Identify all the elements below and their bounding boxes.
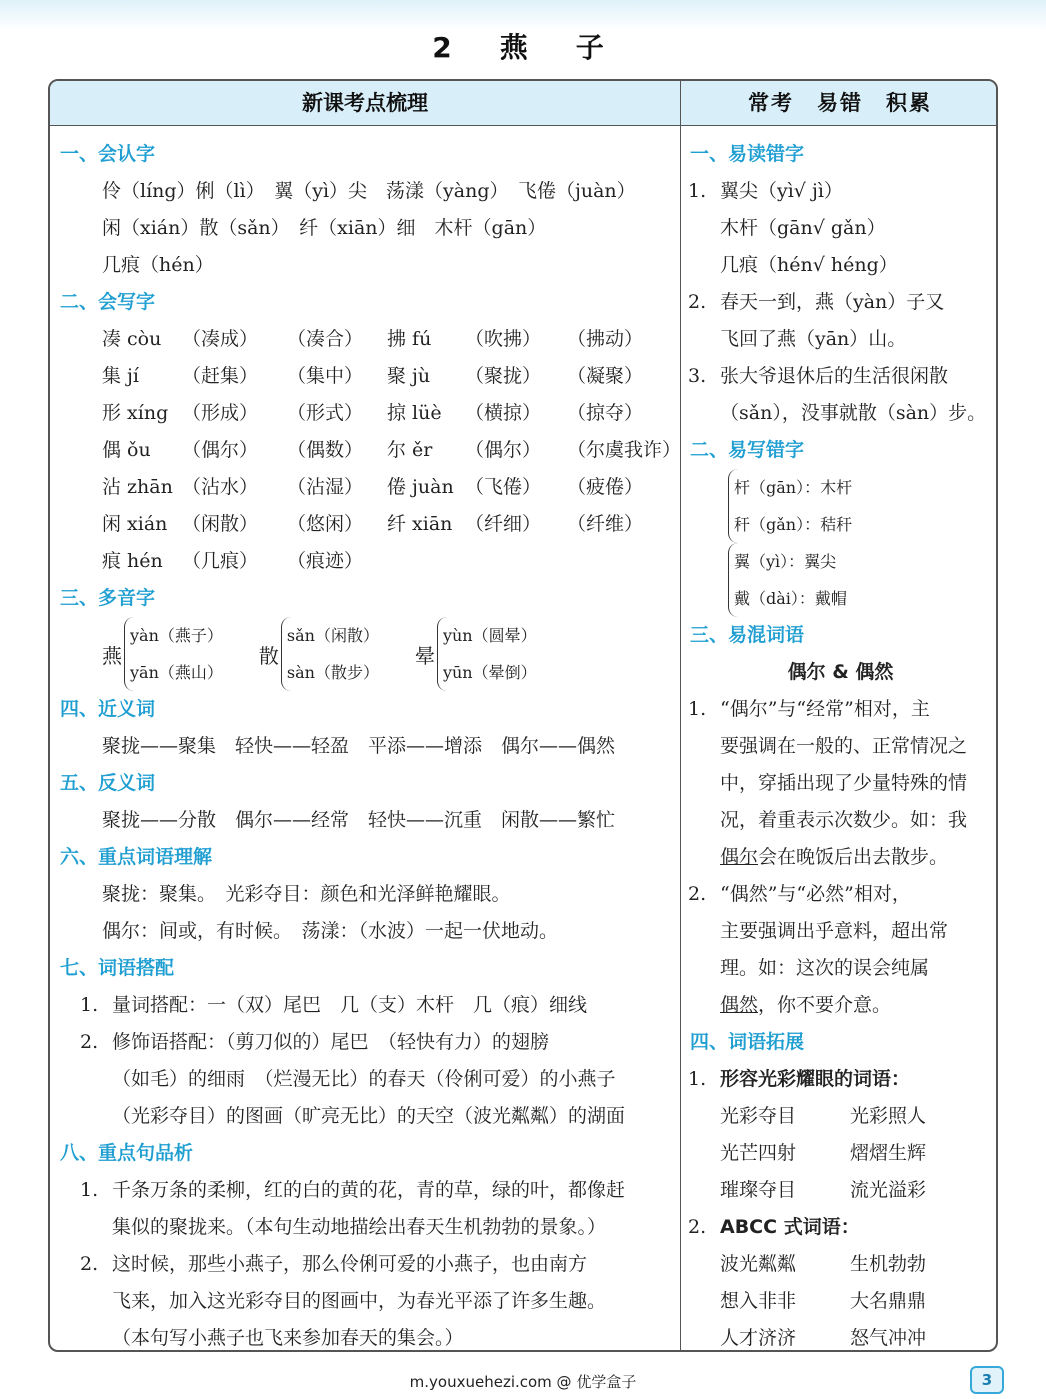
footer-watermark: m.youxuehezi.com @ 优学盒子	[409, 1373, 637, 1391]
text-line: 闲（xián）散（sǎn） 纤（xiān）细 木杆（gān）	[102, 217, 547, 239]
char-cell: 闲 xián	[102, 513, 168, 535]
word: 流光溢彩	[850, 1179, 927, 1201]
word: 光彩照人	[850, 1105, 927, 1127]
word-pair-row	[688, 1172, 993, 1209]
continued-line	[688, 395, 993, 432]
confusable-group	[688, 469, 993, 543]
item-number: 1.	[80, 1179, 99, 1201]
char-cell: 倦 juàn	[387, 476, 454, 498]
word-pair-row	[688, 1098, 993, 1135]
item-heading: 形容光彩耀眼的词语：	[720, 1068, 911, 1090]
section-title: 一、会认字	[60, 143, 156, 165]
word-cell: （聚拢）	[465, 365, 542, 387]
right-column	[688, 136, 993, 1352]
item-heading: ABCC 式词语：	[720, 1216, 860, 1238]
item-text: 千条万条的柔柳，红的白的黄的花，青的草，绿的叶，都像赶	[112, 1179, 626, 1201]
continued-line	[688, 210, 993, 247]
word-pair-row	[688, 1246, 993, 1283]
numbered-line	[688, 173, 993, 210]
item-text: 量词搭配：一（双）尾巴 几（支）木杆 几（痕）细线	[112, 994, 588, 1016]
item-text: 况，着重表示次数少。如：我	[720, 809, 968, 831]
item-text: 几痕（hén√ héng）	[720, 254, 898, 276]
continued-line	[58, 1098, 673, 1135]
char-cell: 聚 jù	[387, 365, 431, 387]
item-text: 修饰语搭配：（剪刀似的）尾巴 （轻快有力）的翅膀	[112, 1031, 550, 1053]
item-number: 2.	[688, 291, 707, 313]
word-cell: （形式）	[287, 402, 364, 424]
word-cell: （凑合）	[287, 328, 364, 350]
item-text: 飞来，加入这光彩夺目的图画中，为春光平添了许多生趣。	[112, 1290, 607, 1312]
item-text: （本句写小燕子也飞来参加春天的集会。）	[112, 1327, 464, 1349]
reading: yān（燕山）	[130, 663, 223, 682]
char-cell: 痕 hén	[102, 550, 163, 572]
char-cell: 形 xíng	[102, 402, 169, 424]
continued-line	[688, 728, 993, 765]
numbered-line	[688, 1061, 993, 1098]
section-title: 五、反义词	[60, 772, 156, 794]
word: 怒气冲冲	[850, 1327, 927, 1349]
page-title: 2 燕 子	[432, 31, 614, 64]
brace	[728, 469, 993, 543]
word: 想入非非	[720, 1290, 797, 1312]
word: 波光粼粼	[720, 1253, 797, 1275]
char-cell: 集 jí	[102, 365, 140, 387]
item-text: 春天一到，燕（yàn）子又	[720, 291, 945, 313]
header-bar	[50, 81, 996, 126]
brace	[728, 543, 993, 617]
underlined-example: 偶然	[720, 994, 759, 1016]
word-cell: （凑成）	[182, 328, 259, 350]
writing-row	[58, 506, 673, 543]
word-cell: （吹拂）	[465, 328, 542, 350]
word-cell: （痕迹）	[287, 550, 364, 572]
continued-line	[688, 321, 993, 358]
left-column	[58, 136, 682, 1352]
item-text: 张大爷退休后的生活很闲散	[720, 365, 949, 387]
numbered-line	[688, 358, 993, 395]
item-text: 主要强调出乎意料，超出常	[720, 920, 949, 942]
reading: yùn（圆晕）	[442, 626, 537, 645]
text-line: 聚拢：聚集。 光彩夺目：颜色和光泽鲜艳耀眼。	[102, 883, 511, 905]
word: 光彩夺目	[720, 1105, 797, 1127]
char-cell: 偶 ǒu	[102, 439, 151, 461]
continued-line	[58, 1061, 673, 1098]
word-cell: （飞倦）	[465, 476, 542, 498]
continued-line	[688, 247, 993, 284]
left-column-header: 新课考点梳理	[302, 91, 428, 115]
polyphone-char: 散	[258, 643, 279, 668]
writing-row	[58, 432, 682, 469]
item-text: 飞回了燕（yān）山。	[720, 328, 907, 350]
numbered-line	[58, 1024, 673, 1061]
word-pair-row	[688, 1135, 993, 1172]
section-title: 二、会写字	[60, 291, 156, 313]
section-title: 七、词语搭配	[60, 957, 175, 979]
word-cell: （偶尔）	[182, 439, 259, 461]
item-number: 2.	[688, 883, 707, 905]
word-cell: （几痕）	[182, 550, 259, 572]
page-number: 3	[970, 1366, 1004, 1394]
char-cell: 凑 còu	[102, 328, 162, 350]
word-pair-row	[688, 1320, 993, 1352]
continued-line	[688, 913, 993, 950]
polyphone-group	[102, 617, 223, 691]
writing-row	[58, 543, 673, 580]
char-cell: 尔 ěr	[387, 439, 433, 461]
numbered-line	[688, 876, 993, 913]
char-cell: 纤 xiān	[387, 513, 453, 535]
text-line: 聚拢——分散 偶尔——经常 轻快——沉重 闲散——繁忙	[102, 809, 616, 831]
numbered-line	[688, 691, 993, 728]
polyphone-group	[415, 617, 537, 691]
reading: yūn（晕倒）	[442, 663, 537, 682]
continued-line	[58, 1209, 673, 1246]
word-cell: （沾水）	[182, 476, 259, 498]
item-number: 1.	[80, 994, 99, 1016]
polyphone-row	[58, 617, 673, 691]
continued-line	[688, 987, 993, 1024]
writing-row	[58, 395, 673, 432]
reading: yàn（燕子）	[130, 626, 223, 645]
word-cell: （疲倦）	[567, 476, 644, 498]
char-cell: 沾 zhān	[102, 476, 173, 498]
polyphone-group	[259, 617, 379, 691]
item-text: （sǎn），没事就散（sàn）步。	[720, 402, 987, 424]
word-cell: （沾湿）	[287, 476, 364, 498]
section-title: 三、多音字	[60, 587, 156, 609]
numbered-line	[58, 1246, 673, 1283]
item-text: 集似的聚拢来。（本句生动地描绘出春天生机勃勃的景象。）	[112, 1216, 607, 1238]
continued-line	[688, 765, 993, 802]
word: 生机勃勃	[850, 1253, 927, 1275]
confusable-char: 秆（gǎn）：秸秆	[734, 515, 853, 534]
word-cell: （偶数）	[287, 439, 364, 461]
text-line: 聚拢——聚集 轻快——轻盈 平添——增添 偶尔——偶然	[102, 735, 616, 757]
brace	[281, 617, 379, 691]
item-text: （光彩夺目）的图画（旷亮无比）的天空（波光粼粼）的湖面	[112, 1105, 626, 1127]
content-frame	[48, 79, 998, 1352]
continued-line	[688, 839, 993, 876]
item-text: 翼尖（yì√ jì）	[720, 180, 843, 202]
numbered-line	[688, 1209, 993, 1246]
word: 璀璨夺目	[720, 1179, 797, 1201]
continued-line	[58, 1320, 673, 1352]
polyphone-char: 晕	[414, 643, 435, 668]
section-title: 三、易混词语	[690, 624, 805, 646]
continued-line	[688, 950, 993, 987]
brace	[124, 617, 223, 691]
item-text: 理。如：这次的误会纯属	[720, 957, 930, 979]
section-title: 二、易写错字	[690, 439, 805, 461]
word-cell: （尔虞我诈）	[567, 439, 682, 461]
reading: sàn（散步）	[286, 663, 379, 682]
item-number: 2.	[80, 1253, 99, 1275]
word-cell: （拂动）	[567, 328, 644, 350]
word-cell: （横掠）	[465, 402, 542, 424]
writing-row	[58, 321, 673, 358]
char-cell: 掠 lüè	[387, 402, 442, 424]
word-cell: （赶集）	[182, 365, 259, 387]
item-text: 会在晚饭后出去散步。	[758, 846, 949, 868]
confusable-group	[688, 543, 993, 617]
item-text: （如毛）的细雨 （烂漫无比）的春天（伶俐可爱）的小燕子	[112, 1068, 616, 1090]
section-title: 八、重点句品析	[60, 1142, 194, 1164]
word: 大名鼎鼎	[850, 1290, 927, 1312]
item-text: ，你不要介意。	[758, 994, 892, 1016]
writing-row	[58, 469, 673, 506]
section-title: 四、词语拓展	[690, 1031, 805, 1053]
item-text: 要强调在一般的、正常情况之	[720, 735, 968, 757]
item-number: 2.	[688, 1216, 707, 1238]
reading: sǎn（闲散）	[286, 626, 379, 645]
continued-line	[688, 802, 993, 839]
column-divider	[680, 81, 681, 1350]
item-text: 木杆（gān√ gǎn）	[720, 217, 886, 239]
underlined-example: 偶尔	[720, 846, 759, 868]
text-line: 偶尔：间或，有时候。 荡漾：（水波）一起一伏地动。	[102, 920, 559, 942]
item-number: 1.	[688, 180, 707, 202]
word: 人才济济	[720, 1327, 797, 1349]
item-text: 这时候，那些小燕子，那么伶俐可爱的小燕子，也由南方	[112, 1253, 588, 1275]
word-cell: （纤维）	[567, 513, 644, 535]
numbered-line	[688, 284, 993, 321]
item-text: 中，穿插出现了少量特殊的情	[720, 772, 968, 794]
right-column-header: 常考 易错 积累	[748, 91, 932, 115]
continued-line	[58, 1283, 673, 1320]
word-cell: （纤细）	[465, 513, 542, 535]
confusable-char: 戴（dài）：戴帽	[734, 589, 847, 608]
word-cell: （掠夺）	[567, 402, 644, 424]
item-number: 1.	[688, 698, 707, 720]
word-cell: （闲散）	[182, 513, 259, 535]
item-number: 3.	[688, 365, 707, 387]
word: 光芒四射	[720, 1142, 797, 1164]
item-text: “偶尔”与“经常”相对，主	[720, 698, 930, 720]
confusable-char: 翼（yì）：翼尖	[734, 552, 837, 571]
char-cell: 拂 fú	[387, 328, 432, 350]
polyphone-char: 燕	[102, 643, 122, 668]
item-number: 2.	[80, 1031, 99, 1053]
numbered-line	[58, 987, 673, 1024]
word-pair-row	[688, 1283, 993, 1320]
word-cell: （凝聚）	[567, 365, 644, 387]
word-cell: （悠闲）	[287, 513, 364, 535]
text-line: 伶（líng）俐（lì） 翼（yì）尖 荡漾（yàng） 飞倦（juàn）	[102, 180, 636, 202]
section-title: 四、近义词	[60, 698, 156, 720]
confusable-char: 杆（gān）：木杆	[734, 478, 853, 497]
writing-row	[58, 358, 673, 395]
text-line: 几痕（hén）	[102, 254, 214, 276]
section-title: 六、重点词语理解	[60, 846, 213, 868]
word-cell: （偶尔）	[465, 439, 542, 461]
item-text: “偶然”与“必然”相对，	[720, 883, 911, 905]
section-title: 一、易读错字	[690, 143, 805, 165]
word: 熠熠生辉	[850, 1142, 927, 1164]
word-cell: （形成）	[182, 402, 259, 424]
subtitle: 偶尔 & 偶然	[787, 661, 894, 683]
item-number: 1.	[688, 1068, 707, 1090]
numbered-line	[58, 1172, 673, 1209]
word-cell: （集中）	[287, 365, 364, 387]
brace	[437, 617, 537, 691]
